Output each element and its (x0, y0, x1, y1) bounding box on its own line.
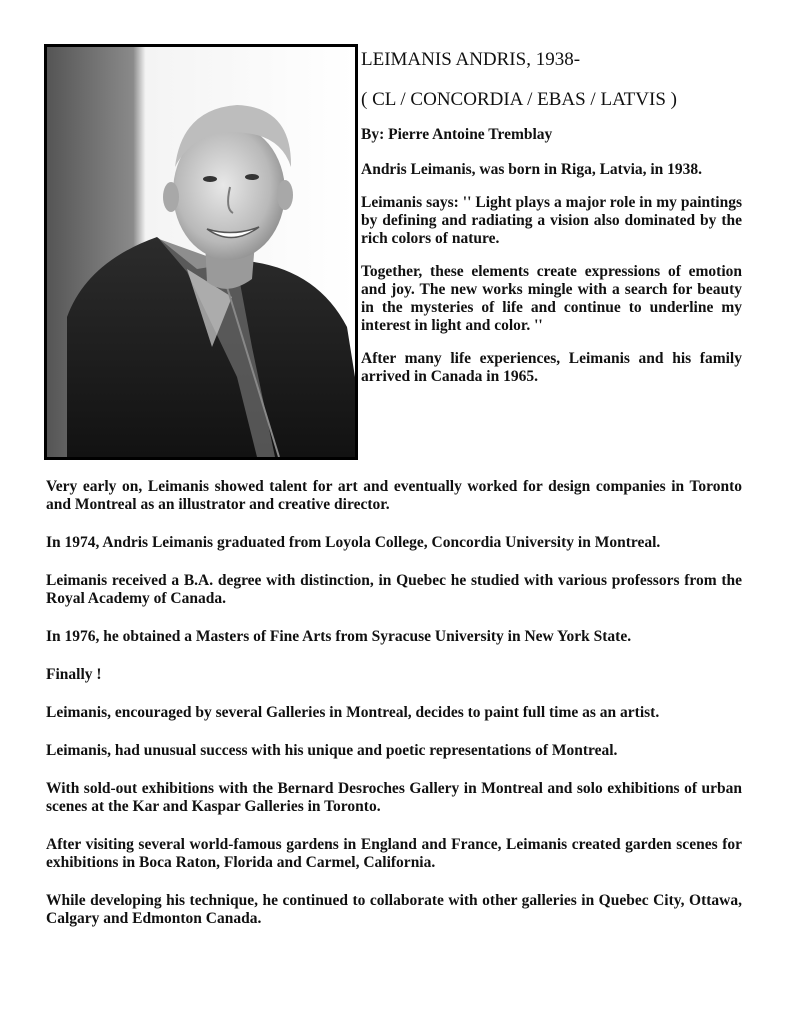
intro-paragraph-quote-continued: Together, these elements create expressions of emotion and joy. The new works mingle with a search for beauty in the mysteries of life and continue to underline my interest in light and color. '' (361, 263, 742, 334)
body-paragraph: In 1976, he obtained a Masters of Fine Arts from Syracuse University in New York State. (46, 628, 632, 645)
intro-paragraph-birth: Andris Leimanis, was born in Riga, Latvia, in 1938. (361, 161, 703, 178)
author-byline: By: Pierre Antoine Tremblay (361, 126, 553, 143)
header-and-intro-column (361, 48, 742, 401)
body-paragraph: After visiting several world-famous gardens in England and France, Leimanis created garden scenes for exhibitions in Boca Raton, Florida and Carmel, California. (46, 836, 742, 871)
artist-name-title: LEIMANIS ANDRIS, 1938- (361, 49, 581, 70)
intro-paragraph-quote: Leimanis says: '' Light plays a major role in my paintings by defining and radiating a vision also dominated by the rich colors of nature. (361, 194, 742, 247)
body-paragraph: While developing his technique, he continued to collaborate with other galleries in Quebec City, Ottawa, Calgary and Edmonton Canada. (46, 892, 742, 927)
intro-paragraph-arrival: After many life experiences, Leimanis and his family arrived in Canada in 1965. (361, 350, 742, 385)
biography-body (46, 478, 742, 948)
affiliations-subtitle: ( CL / CONCORDIA / EBAS / LATVIS ) (361, 89, 677, 110)
body-paragraph: Finally ! (46, 666, 102, 683)
portrait-illustration (47, 47, 355, 457)
body-paragraph: Leimanis received a B.A. degree with distinction, in Quebec he studied with various professors from the Royal Academy of Canada. (46, 572, 742, 607)
body-paragraph: In 1974, Andris Leimanis graduated from Loyola College, Concordia University in Montreal. (46, 534, 661, 551)
artist-portrait-photo (44, 44, 358, 460)
body-paragraph: Leimanis, had unusual success with his unique and poetic representations of Montreal. (46, 742, 618, 759)
body-paragraph: Very early on, Leimanis showed talent for art and eventually worked for design companies in Toronto and Montreal as an illustrator and creative director. (46, 478, 742, 513)
body-paragraph: With sold-out exhibitions with the Bernard Desroches Gallery in Montreal and solo exhibitions of urban scenes at the Kar and Kaspar Galleries in Toronto. (46, 780, 742, 815)
body-paragraph: Leimanis, encouraged by several Galleries in Montreal, decides to paint full time as an artist. (46, 704, 660, 721)
